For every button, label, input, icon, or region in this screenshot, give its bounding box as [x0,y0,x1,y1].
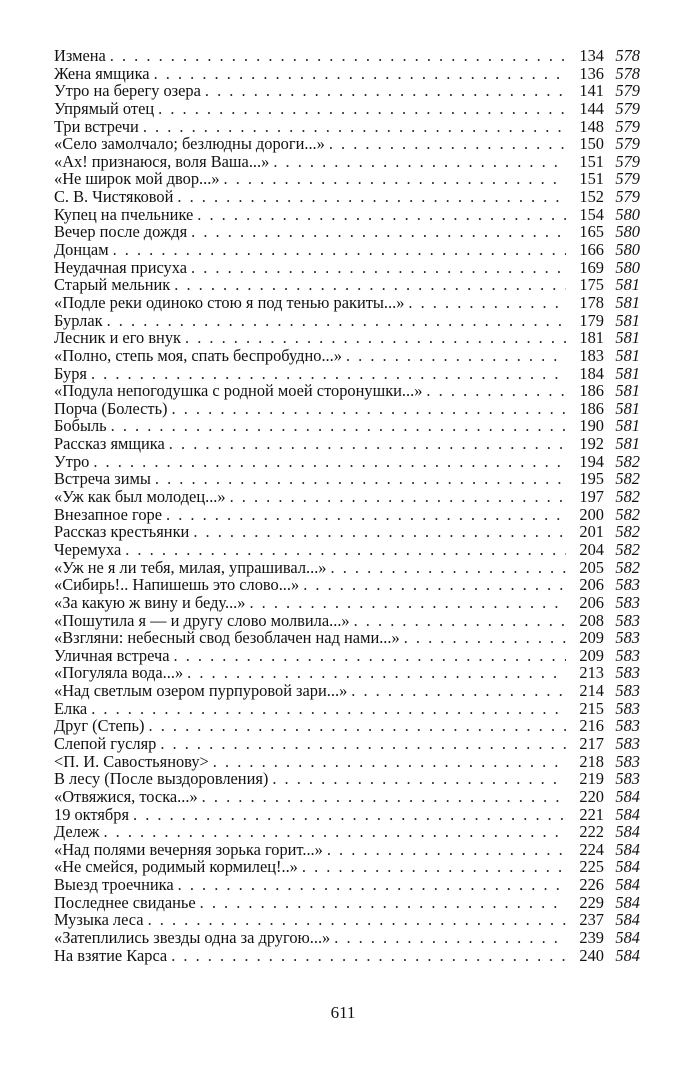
toc-entry-page: 240 [579,945,604,965]
toc-entry-title: Утро на берегу озера [54,81,201,101]
dot-leader [187,664,566,682]
toc-entry [54,629,640,647]
toc-entry-title: Рассказ крестьянки [54,522,190,542]
toc-entry-title: «Не широк мой двор...» [54,169,220,189]
toc-entry-note-page: 581 [615,363,640,383]
dot-leader [202,788,566,806]
toc-entry [54,823,640,841]
toc-entry-title: «Сибирь!.. Напишешь это слово...» [54,575,300,595]
toc-entry-title: Порча (Болесть) [54,398,168,418]
toc-entry-page: 195 [579,469,604,489]
toc-entry [54,135,640,153]
toc-entry [54,523,640,541]
toc-entry-note-page: 581 [615,292,640,312]
toc-entry [54,788,640,806]
toc-entry [54,382,640,400]
toc-entry-title: «Ах! признаюся, воля Ваша...» [54,151,270,171]
dot-leader [149,717,567,735]
toc-entry-note-page: 581 [615,381,640,401]
toc-entry-note-page: 580 [615,240,640,260]
dot-leader [143,118,566,136]
dot-leader [303,576,566,594]
toc-entry-title: Елка [54,698,88,718]
toc-entry-title: Старый мельник [54,275,171,295]
toc-entry-title: Купец на пчельнике [54,204,194,224]
toc-entry [54,753,640,771]
toc-entry [54,876,640,894]
dot-leader [171,947,566,965]
toc-entry-note-page: 582 [615,522,640,542]
toc-entry-note-page: 581 [615,328,640,348]
toc-entry-page: 183 [579,345,604,365]
toc-entry-title: Внезапное горе [54,504,163,524]
toc-entry-title: 19 октября [54,804,129,824]
toc-entry-note-page: 581 [615,398,640,418]
toc-entry-title: «Уж не я ли тебя, милая, упрашивал...» [54,557,327,577]
toc-entry [54,806,640,824]
toc-entry [54,700,640,718]
toc-entry-page: 220 [579,786,604,806]
toc-entry-page: 209 [579,628,604,648]
toc-entry-title: В лесу (После выздоровления) [54,769,269,789]
toc-entry-title: Черемуха [54,539,122,559]
toc-entry-page: 186 [579,398,604,418]
toc-entry-note-page: 583 [615,645,640,665]
toc-entry [54,488,640,506]
toc-entry [54,541,640,559]
toc-entry-note-page: 584 [615,892,640,912]
toc-entry-page: 169 [579,257,604,277]
toc-entry-title: На взятие Карса [54,945,168,965]
toc-entry-note-page: 579 [615,81,640,101]
toc-entry [54,947,640,965]
toc-entry-note-page: 584 [615,857,640,877]
toc-entry [54,559,640,577]
toc-entry [54,365,640,383]
toc-entry-title: «Затеплились звезды одна за другою...» [54,928,331,948]
toc-entry-page: 213 [579,663,604,683]
toc-entry-note-page: 582 [615,539,640,559]
dot-leader [103,823,566,841]
toc-entry-page: 186 [579,381,604,401]
dot-leader [230,488,566,506]
dot-leader [200,894,566,912]
toc-entry-title: «Отвяжися, тоска...» [54,786,198,806]
toc-entry-title: «Подула непогодушка с родной моей сторонушки...» [54,381,423,401]
dot-leader [404,629,566,647]
toc-entry-page: 224 [579,839,604,859]
toc-entry-note-page: 582 [615,557,640,577]
toc-entry [54,682,640,700]
toc-entry [54,294,640,312]
dot-leader [193,523,566,541]
toc-entry [54,576,640,594]
dot-leader [160,735,566,753]
toc-entry [54,100,640,118]
toc-entry-note-page: 581 [615,345,640,365]
toc-entry-title: Друг (Степь) [54,716,145,736]
toc-entry-title: «Полно, степь моя, спать беспробудно...» [54,345,342,365]
toc-entry [54,894,640,912]
dot-leader [174,276,566,294]
toc-entry-title: «За какую ж вину и беду...» [54,592,246,612]
toc-entry [54,612,640,630]
toc-entry-note-page: 583 [615,716,640,736]
toc-entry-page: 205 [579,557,604,577]
toc-entry-page: 151 [579,169,604,189]
dot-leader [329,135,566,153]
dot-leader [91,700,566,718]
toc-entry-title: Упрямый отец [54,98,155,118]
dot-leader [178,876,566,894]
toc-entry-note-page: 583 [615,592,640,612]
toc-entry-title: Лесник и его внук [54,328,181,348]
toc-entry-page: 136 [579,63,604,83]
dot-leader [172,400,566,418]
toc-entry-note-page: 584 [615,822,640,842]
dot-leader [205,82,566,100]
dot-leader [273,153,566,171]
toc-entry [54,858,640,876]
toc-entry-note-page: 582 [615,469,640,489]
toc-entry [54,717,640,735]
toc-entry-page: 217 [579,733,604,753]
dot-leader [224,170,566,188]
toc-entry [54,664,640,682]
toc-entry-note-page: 583 [615,698,640,718]
toc-entry-page: 197 [579,487,604,507]
toc-entry-note-page: 584 [615,945,640,965]
toc-entry-note-page: 584 [615,839,640,859]
dot-leader [125,541,566,559]
toc-entry-page: 165 [579,222,604,242]
toc-entry-note-page: 580 [615,204,640,224]
toc-entry-note-page: 582 [615,451,640,471]
toc-entry-page: 237 [579,910,604,930]
toc-entry [54,188,640,206]
toc-entry [54,453,640,471]
toc-entry-title: «Село замолчало; безлюдны дороги...» [54,134,325,154]
toc-entry-note-page: 583 [615,610,640,630]
toc-entry-note-page: 579 [615,151,640,171]
toc-entry-note-page: 584 [615,804,640,824]
toc-entry-title: «Погуляла вода...» [54,663,184,683]
dot-leader [166,506,566,524]
toc-entry-title: «Уж как был молодец...» [54,487,226,507]
dot-leader [191,259,566,277]
toc-entry-note-page: 580 [615,257,640,277]
toc-entry-page: 194 [579,451,604,471]
toc-entry [54,276,640,294]
toc-entry [54,735,640,753]
toc-entry-note-page: 581 [615,434,640,454]
dot-leader [148,911,566,929]
toc-entry [54,400,640,418]
toc-entry-title: Буря [54,363,87,383]
toc-entry-page: 216 [579,716,604,736]
toc-entry-page: 178 [579,292,604,312]
toc-entry [54,153,640,171]
dot-leader [107,312,566,330]
toc-entry-note-page: 583 [615,575,640,595]
dot-leader [351,682,566,700]
dot-leader [154,65,566,83]
toc-entry-title: Последнее свиданье [54,892,196,912]
toc-entry-note-page: 582 [615,487,640,507]
toc-entry-note-page: 583 [615,628,640,648]
toc-entry-title: Дележ [54,822,100,842]
toc-entry-title: «Подле реки одиноко стою я под тенью ракиты...» [54,292,405,312]
toc-entry-page: 206 [579,575,604,595]
toc-entry-note-page: 584 [615,910,640,930]
toc-entry-note-page: 581 [615,310,640,330]
toc-entry-title: Встреча зимы [54,469,151,489]
dot-leader [155,470,566,488]
toc-entry-title: Три встречи [54,116,139,136]
toc-entry-note-page: 579 [615,116,640,136]
toc-entry [54,170,640,188]
toc-entry-title: «Пошутила я — и другу слово молвила...» [54,610,350,630]
toc-entry-title: Измена [54,46,106,65]
dot-leader [110,47,566,65]
toc-entry-page: 141 [579,81,604,101]
dot-leader [111,417,566,435]
toc-entry-page: 204 [579,539,604,559]
toc-entry-page: 184 [579,363,604,383]
toc-entry [54,118,640,136]
dot-leader [185,329,566,347]
page-number: 611 [330,1003,356,1022]
toc-entry-note-page: 583 [615,663,640,683]
toc-entry-title: Донцам [54,240,109,260]
dot-leader [334,929,566,947]
dot-leader [174,647,567,665]
toc-entry-page: 201 [579,522,604,542]
toc-entry-note-page: 579 [615,187,640,207]
toc-entry-page: 134 [579,46,604,65]
toc-entry-page: 209 [579,645,604,665]
toc-entry-title: Утро [54,451,90,471]
toc-entry [54,841,640,859]
toc-entry [54,594,640,612]
toc-entry [54,647,640,665]
toc-entry [54,435,640,453]
toc-entry [54,206,640,224]
toc-entry-page: 226 [579,875,604,895]
toc-entry-note-page: 583 [615,681,640,701]
dot-leader [346,347,566,365]
toc-entry-note-page: 584 [615,786,640,806]
dot-leader [408,294,566,312]
toc-entry-title: «Над полями вечерняя зорька горит...» [54,839,323,859]
toc-entry-page: 206 [579,592,604,612]
toc-entry-title: Жена ямщика [54,63,150,83]
toc-entry [54,241,640,259]
toc-entry-title: Неудачная присуха [54,257,187,277]
toc-entry-note-page: 584 [615,875,640,895]
toc-entry-note-page: 581 [615,275,640,295]
toc-entry-page: 214 [579,681,604,701]
toc-entry-note-page: 583 [615,751,640,771]
toc-entry [54,65,640,83]
toc-entry-page: 179 [579,310,604,330]
toc-entry-page: 218 [579,751,604,771]
toc-entry [54,329,640,347]
dot-leader [197,206,566,224]
toc-entry-title: Рассказ ямщика [54,434,165,454]
toc-entry [54,312,640,330]
table-of-contents [54,47,640,964]
dot-leader [93,453,566,471]
toc-entry-page: 239 [579,928,604,948]
toc-entry-title: Уличная встреча [54,645,170,665]
toc-entry-note-page: 582 [615,504,640,524]
dot-leader [331,559,567,577]
dot-leader [91,365,566,383]
dot-leader [113,241,566,259]
toc-entry [54,347,640,365]
toc-entry [54,470,640,488]
toc-entry [54,911,640,929]
dot-leader [169,435,566,453]
toc-entry-title: Выезд троечника [54,875,174,895]
dot-leader [354,612,566,630]
toc-entry-title: Слепой гусляр [54,733,157,753]
toc-entry-title: «Не смейся, родимый кормилец!..» [54,857,298,877]
dot-leader [213,753,566,771]
toc-entry-title: «Взгляни: небесный свод безоблачен над нами...» [54,628,400,648]
toc-entry-title: Бурлак [54,310,103,330]
toc-entry-note-page: 579 [615,98,640,118]
toc-entry [54,506,640,524]
toc-entry-page: 208 [579,610,604,630]
toc-entry-page: 225 [579,857,604,877]
dot-leader [249,594,566,612]
toc-entry-note-page: 583 [615,769,640,789]
toc-entry-page: 181 [579,328,604,348]
toc-entry [54,223,640,241]
toc-entry-note-page: 578 [615,63,640,83]
toc-entry-page: 200 [579,504,604,524]
toc-entry-note-page: 580 [615,222,640,242]
toc-entry-note-page: 581 [615,416,640,436]
toc-entry-page: 190 [579,416,604,436]
toc-entry-page: 175 [579,275,604,295]
toc-entry [54,929,640,947]
toc-entry-note-page: 579 [615,169,640,189]
toc-entry-title: Бобыль [54,416,107,436]
toc-entry-note-page: 583 [615,733,640,753]
toc-entry-page: 144 [579,98,604,118]
dot-leader [426,382,566,400]
toc-entry-title: Вечер после дождя [54,222,188,242]
dot-leader [158,100,566,118]
toc-entry [54,82,640,100]
toc-entry-note-page: 584 [615,928,640,948]
toc-entry-page: 221 [579,804,604,824]
toc-entry-page: 154 [579,204,604,224]
dot-leader [133,806,566,824]
toc-entry-note-page: 578 [615,46,640,65]
toc-entry-page: 222 [579,822,604,842]
dot-leader [327,841,566,859]
toc-entry-page: 152 [579,187,604,207]
toc-entry-page: 150 [579,134,604,154]
toc-entry [54,259,640,277]
dot-leader [272,770,566,788]
toc-entry-page: 219 [579,769,604,789]
dot-leader [191,223,566,241]
toc-entry-page: 192 [579,434,604,454]
dot-leader [177,188,566,206]
toc-entry-page: 215 [579,698,604,718]
toc-entry-page: 229 [579,892,604,912]
toc-entry-page: 148 [579,116,604,136]
toc-entry-title: <П. И. Савостьянову> [54,751,209,771]
toc-entry-note-page: 579 [615,134,640,154]
toc-entry [54,47,640,65]
toc-entry [54,770,640,788]
toc-entry-title: С. В. Чистяковой [54,187,174,207]
toc-entry [54,417,640,435]
toc-entry-title: «Над светлым озером пурпуровой зари...» [54,681,348,701]
toc-entry-title: Музыка леса [54,910,144,930]
toc-entry-page: 151 [579,151,604,171]
dot-leader [302,858,566,876]
toc-entry-page: 166 [579,240,604,260]
